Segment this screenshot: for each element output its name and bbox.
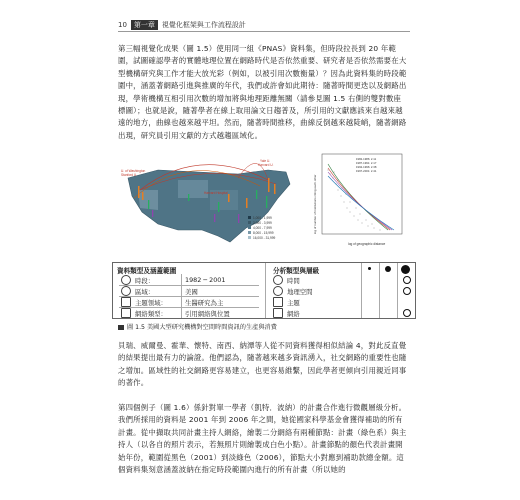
- row-time-value: 1982 ─ 2001: [185, 276, 226, 284]
- paragraph-3: 第四個例子（圖 1.6）係針對單一學者（凱特．波納）的計畫合作進行微觀層級分析。我們所採用的資料是 2001 年到 2006 年之間，她從國家科學基金會獲得補助的所有計畫。從中擷取共同計畫主持人網絡，繪製二分網絡有兩種節點：計畫（綠色系）與主持人（以各自的照片表示，若無照片則繪製成白色小點）。計畫節點的顏色代表計畫開始年份，範圍從黑色（2001）到淡綠色（2006），節點大小對應到補助款總金額。這個資料集刻意涵蓋波納在指定時段範圍內進行的所有計畫（所以她的: [118, 403, 407, 475]
- row-label: 時間: [287, 276, 300, 285]
- map-legend-1: 2,000 - 3,999: [253, 221, 272, 225]
- paragraph-1: 第三幅視覺化成果（圖 1.5）使用同一組《PNAS》資料集，但時段拉長到 20 年範圍，試圖確認學者的實體地理位置在網路時代是否依然重要、研究者是否依然需要在大型機構研究與工作才能大放光彩（例如，以被引用次數衡量）？因為此資料集的時段範圍中，涵蓋著網路引進與推廣的年代，我們或許會如此期待：隨著時間更迭以及網路出現，學術機構互相引用次數的增加將與地理距離無關（請參見圖 1.5 右側的雙對數座標圖）；也就是說，隨著學者在線上取用論文日趨普及，所引用的文獻應該來自越來越遠的地方，曲線也越來越平坦。然而，隨著時間推移，曲線反倒越來越陡峭，隨著網路出現，研究員引用文獻的方式越趨區域化。: [118, 44, 407, 140]
- divider: [397, 263, 398, 318]
- plot-legend-0: 1982-1986: 2.11: [356, 157, 377, 161]
- caption-text: 圖 1.5 美國大型研究機構對空間時間資訊的生產與消費: [127, 324, 277, 331]
- map-label-1: U. of Washington: [121, 169, 146, 173]
- row-label: 網絡: [287, 309, 300, 318]
- caption-marker-icon: [118, 325, 124, 330]
- log-log-plot: [308, 150, 408, 250]
- geo-level-marker: [403, 287, 411, 295]
- us-map-figure: [118, 150, 298, 255]
- row-region-value: 美國: [185, 287, 198, 296]
- macro-level-icon: [401, 265, 410, 274]
- row-label: 主題: [287, 298, 300, 307]
- map-legend-0: 1,000 - 1,999: [253, 216, 272, 220]
- network-icon: [121, 308, 131, 318]
- plot-xlabel: log of geographic distance: [348, 242, 386, 246]
- map-label-2: Harvard U.: [258, 163, 274, 167]
- figure-caption: [118, 322, 277, 331]
- row-label: 時段：: [135, 276, 155, 285]
- plot-legend-2: 1992-1996: 2.38: [356, 165, 377, 169]
- divider: [119, 285, 259, 286]
- page-number: 10: [118, 21, 127, 29]
- divider: [265, 263, 266, 318]
- plot-legend-1: 1987-1991: 2.17: [356, 161, 377, 165]
- chapter-label: 第一章: [131, 20, 158, 30]
- row-label: 主題領域：: [135, 298, 167, 307]
- row-network: [121, 307, 167, 319]
- chapter-title: 視覺化框架與工作流程設計: [161, 21, 246, 29]
- plot-legend-3: 1997-2001: 2.41: [356, 169, 377, 173]
- globe-icon: [273, 286, 283, 296]
- row-analysis-network: [273, 307, 300, 319]
- panel-left-title: 資料類型及涵蓋範圍: [117, 267, 177, 275]
- map-label-3: Yale U.: [260, 159, 271, 163]
- paragraph-2: 貝瑞、威爾曼、霍華、懷特、南西、納潭等人從不同資料獲得相似結論 4，對此反直覺的結果提出最有力的論證。他們認為，隨著越來越多資訊湧入，社交網路的重要性也隨之增加。區域性的社交網路更容易建立，也更容易維繫，因此學者更傾向引用親近同事的著作。: [118, 341, 407, 388]
- micro-level-icon: [368, 267, 371, 270]
- meso-level-icon: [385, 266, 391, 272]
- running-header: [118, 20, 246, 30]
- map-legend-4: 16,000 - 31,999: [253, 236, 276, 240]
- row-network-value: 引用網絡與位置: [185, 309, 230, 318]
- row-label: 區域：: [135, 287, 155, 296]
- row-topic-value: 生醫研究為主: [185, 298, 224, 307]
- clock-icon: [273, 275, 283, 285]
- row-label: 網絡類型：: [135, 309, 167, 318]
- row-label: 地理空間: [287, 287, 313, 296]
- divider: [119, 296, 259, 297]
- grid-icon: [121, 297, 131, 307]
- clock-icon: [121, 275, 131, 285]
- map-legend-3: 8,000 - 15,999: [253, 231, 274, 235]
- panel-right-title: 分析類型與層級: [273, 267, 320, 275]
- divider: [379, 263, 380, 318]
- globe-icon: [121, 286, 131, 296]
- time-level-marker: [403, 276, 411, 284]
- divider: [119, 307, 259, 308]
- network-icon: [273, 308, 283, 318]
- plot-ylabel: log of number of institutions citing each other: [313, 174, 317, 234]
- figure-info-panel: [112, 262, 416, 319]
- map-label-0: Stanford U.: [121, 173, 138, 177]
- grid-icon: [273, 297, 283, 307]
- map-legend: [248, 216, 276, 240]
- divider: [181, 274, 182, 318]
- map-label-4: Harvard Hospital: [204, 191, 228, 195]
- map-legend-2: 4,000 - 7,999: [253, 226, 272, 230]
- divider: [361, 263, 362, 318]
- header-rule: [118, 31, 410, 32]
- network-level-marker: [403, 309, 411, 317]
